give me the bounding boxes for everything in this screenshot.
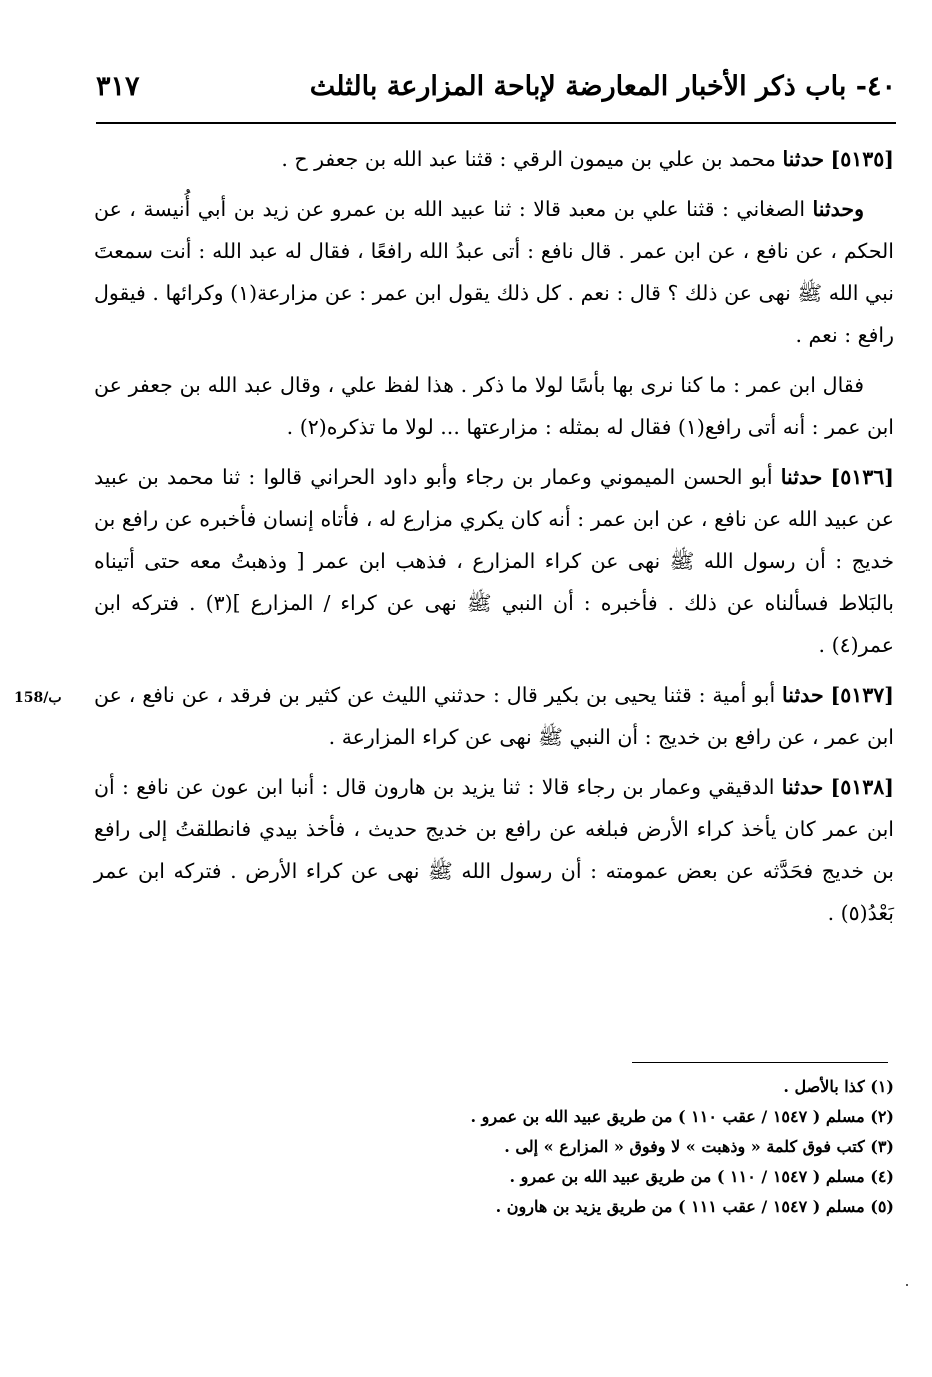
page-header (96, 58, 896, 114)
paragraph-text: فقال ابن عمر : ما كنا نرى بها بأسًا لولا ما ذكر . هذا لفظ علي ، وقال عبد الله بن جعفر عن ابن عمر : أنه أتى رافع(١) فقال له بمثله : مزارعتها ... لولا ما تذكره(٢) . (94, 373, 894, 439)
lead-word: حدثنا (782, 147, 825, 171)
paragraph-text: محمد بن علي بن ميمون الرقي : قثنا عبد الله بن جعفر ح . (281, 147, 776, 171)
paragraph-text: الدقيقي وعمار بن رجاء قالا : ثنا يزيد بن هارون قال : أنبا ابن عون عن نافع : أن ابن عمر كان يأخذ كراء الأرض فبلغه عن رافع بن خديج حديث ، فأخذ بيدي فانطلقتُ إلى رافع بن خديج فحَدَّثه عن بعض عمومته : أن رسول الله ﷺ نهى عن كراء الأرض . فتركه ابن عمر بَعْدُ(٥) . (94, 775, 894, 925)
lead-word: حدثنا (780, 465, 823, 489)
hadith-paragraph (94, 138, 894, 180)
scan-speck (906, 1284, 908, 1286)
hadith-paragraph (94, 188, 894, 356)
footnote: (٤) مسلم ( ١٥٤٧ / ١١٠ ) من طريق عبيد الله بن عمرو . (509, 1167, 894, 1186)
footnote: (٢) مسلم ( ١٥٤٧ / عقب ١١٠ ) من طريق عبيد الله بن عمرو . (470, 1107, 894, 1126)
footnote: (١) كذا بالأصل . (783, 1077, 894, 1096)
hadith-paragraph (94, 456, 894, 666)
paragraph-text: أبو أمية : قثنا يحيى بن بكير قال : حدثني الليث عن كثير بن فرقد ، عن نافع ، عن ابن عمر ، عن رافع بن خديج : أن النبي ﷺ نهى عن كراء المزارعة . (94, 683, 894, 749)
page-number: ٣١٧ (96, 70, 140, 102)
paragraph-text: الصغاني : قثنا علي بن معبد قالا : ثنا عبيد الله بن عمرو عن زيد بن أبي أُنيسة ، عن الحكم ، عن نافع ، عن ابن عمر . قال نافع : أتى عبدُ الله رافعًا ، فقال له عبد الله : أنت سمعتَ نبي الله ﷺ نهى عن ذلك ؟ قال : نعم . كل ذلك يقول ابن عمر : عن مزارعة(١) وكرائها . فيقول رافع : نعم . (94, 197, 894, 347)
main-text (94, 138, 894, 942)
footnotes (94, 1072, 894, 1222)
hadith-number: [٥١٣٦] (830, 465, 894, 489)
hadith-paragraph (94, 766, 894, 934)
manuscript-folio-note: 158/ب (14, 690, 62, 706)
footnote: (٥) مسلم ( ١٥٤٧ / عقب ١١١ ) من طريق يزيد بن هارون . (495, 1197, 894, 1216)
hadith-number: [٥١٣٧] (830, 683, 894, 707)
hadith-paragraph (94, 364, 894, 448)
lead-word: حدثنا (781, 775, 824, 799)
lead-word: وحدثنا (812, 197, 864, 221)
hadith-number: [٥١٣٨] (830, 775, 894, 799)
footnote-rule (632, 1062, 888, 1063)
lead-word: حدثنا (782, 683, 824, 707)
hadith-paragraph (94, 674, 894, 758)
running-title: ٤٠- باب ذكر الأخبار المعارضة لإباحة المزارعة بالثلث (309, 70, 896, 102)
hadith-number: [٥١٣٥] (830, 147, 894, 171)
footnote: (٣) كتب فوق كلمة « وذهبت » لا وفوق « المزارع » إلى . (504, 1137, 894, 1156)
paragraph-text: أبو الحسن الميموني وعمار بن رجاء وأبو داود الحراني قالوا : ثنا محمد بن عبيد عن عبيد الله عن نافع ، عن ابن عمر : أنه كان يكري مزارع له ، فأتاه إنسان فأخبره عن رافع بن خديج : أن رسول الله ﷺ نهى عن كراء المزارع ، فذهب ابن عمر [ وذهبتُ معه حتى أتيناه بالبَلاط فسألناه عن ذلك . فأخبره : أن النبي ﷺ نهى عن كراء / المزارع ](٣) . فتركه ابن عمر(٤) . (94, 465, 894, 657)
header-rule (96, 122, 896, 124)
